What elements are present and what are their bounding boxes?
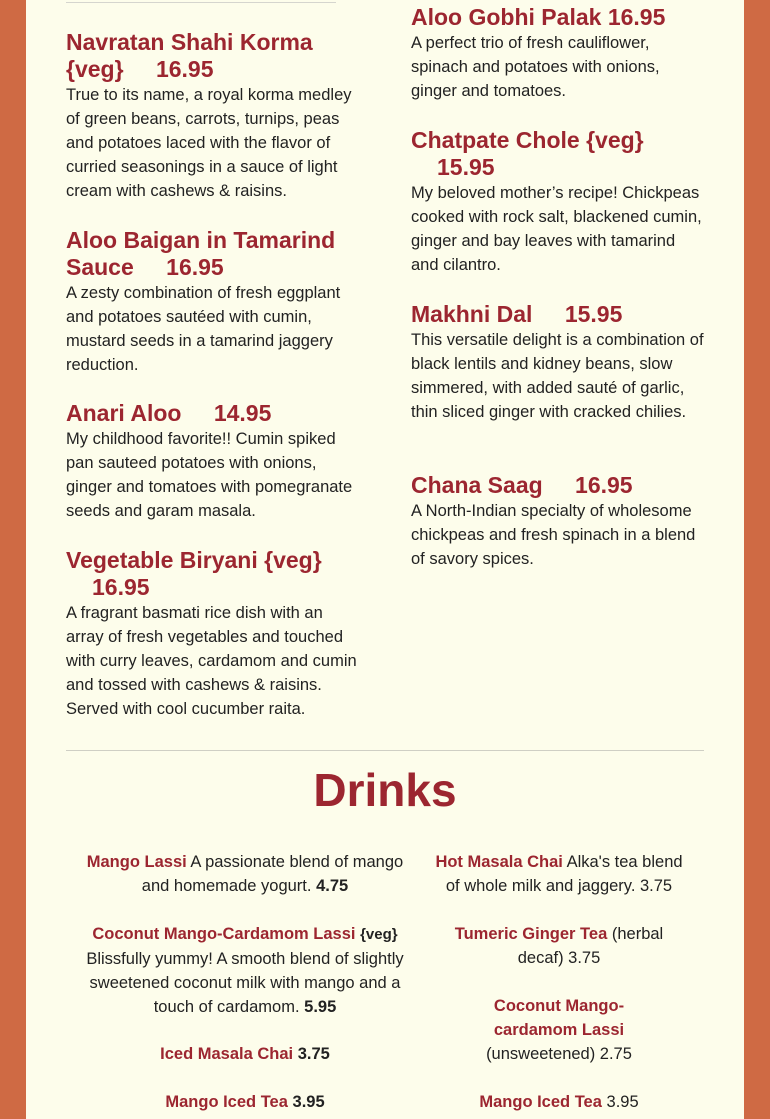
dish-description: True to its name, a royal korma medley of green beans, carrots, turnips, peas and potatoes laced with the flavor of curried seasonings in a sauce of light cream with cashews & raisins. [66,86,352,200]
dish-title [411,301,707,328]
dish-name: Aloo Gobhi Palak [411,4,602,30]
dish-price: 15.95 [564,301,623,327]
drink-name: Hot Masala Chai [435,853,563,871]
dish-description: A perfect trio of fresh cauliflower, spinach and potatoes with onions, ginger and tomatoes. [411,34,660,100]
dish-item [411,4,707,103]
dish-name: Vegetable Biryani {veg} [66,547,322,573]
dish-description: My childhood favorite!! Cumin spiked pan sauteed potatoes with onions, ginger and tomatoes with pomegranate seeds and garam masala. [66,430,353,520]
drink-description: Alka's tea blend of whole milk and jaggery. 3.75 [445,853,683,895]
dish-name: Anari Aloo [66,400,182,426]
dish-title [411,472,707,499]
dish-price: 14.95 [213,400,272,426]
dish-price: 16.95 [166,254,224,280]
dish-description: My beloved mother’s recipe! Chickpeas cooked with rock salt, blackened cumin, ginger and bay leaves with tamarind and cilantro. [411,184,702,274]
dish-item [66,547,362,721]
dish-price: 16.95 [607,4,666,30]
dish-item [411,472,707,571]
veg-tag: {veg} [360,926,398,943]
drink-description: (herbal decaf) 3.75 [517,925,664,967]
section-divider [66,750,704,751]
drink-name: Coconut Mango-cardamom Lassi [493,997,625,1039]
dish-title [411,4,707,31]
dish-price: 16.95 [155,56,214,82]
dish-description: A fragrant basmati rice dish with an array of fresh vegetables and touched with curry leaves, cardamom and cumin and tossed with cashews & raisins. Served with cool cucumber raita. [66,604,357,718]
drink-name: Mango Iced Tea [165,1093,288,1111]
drink-name: Mango Lassi [86,853,187,871]
dish-title [66,29,362,83]
dish-item [66,29,362,203]
dish-title [66,400,362,427]
dish-name: Makhni Dal [411,301,533,327]
drink-item [86,850,404,898]
dish-name: Navratan Shahi Korma {veg} [66,29,313,82]
dish-title [411,127,707,181]
dish-item [411,301,707,424]
drink-item [86,1042,404,1066]
dish-price: 16.95 [92,574,150,600]
drink-name: Coconut Mango-Cardamom Lassi [92,925,356,943]
drink-item [432,1090,686,1114]
dish-name: Chatpate Chole {veg} [411,127,644,153]
drink-name: Tumeric Ginger Tea [454,925,608,943]
dish-item [66,400,362,523]
dish-name: Aloo Baigan in Tamarind Sauce [66,227,336,280]
dish-item [66,227,362,377]
dish-title [66,547,362,601]
drink-description: (unsweetened) 2.75 [486,1045,632,1063]
drink-price: 3.75 [297,1045,330,1063]
drink-item [86,922,404,1019]
dish-description: A zesty combination of fresh eggplant and potatoes sautéed with cumin, mustard seeds in a tamarind jaggery reduction. [66,284,341,374]
drink-price: 3.95 [292,1093,325,1111]
drink-description: 3.95 [606,1093,639,1111]
dish-title [66,227,362,281]
drink-item [432,922,686,970]
drink-price: 5.95 [304,998,337,1016]
drink-item [86,1090,404,1114]
drink-item [432,994,686,1066]
dish-price: 15.95 [437,154,495,180]
dish-description: This versatile delight is a combination of black lentils and kidney beans, slow simmered, with added sauté of garlic, thin sliced ginger with cracked chilies. [411,331,704,421]
dish-item [411,127,707,277]
dish-description: A North-Indian specialty of wholesome chickpeas and fresh spinach in a blend of savory spices. [411,502,696,568]
drink-item [432,850,686,898]
drink-price: 4.75 [316,877,349,895]
drink-name: Mango Iced Tea [479,1093,602,1111]
cropped-text-line [66,0,336,3]
drink-description: A passionate blend of mango and homemade yogurt. [141,853,404,895]
drink-name: Iced Masala Chai [160,1045,294,1063]
drink-description: Blissfully yummy! A smooth blend of slightly sweetened coconut milk with mango and a touch of cardamom. [86,950,404,1016]
drinks-heading: Drinks [313,764,457,816]
dish-name: Chana Saag [411,472,543,498]
dish-price: 16.95 [575,472,633,498]
